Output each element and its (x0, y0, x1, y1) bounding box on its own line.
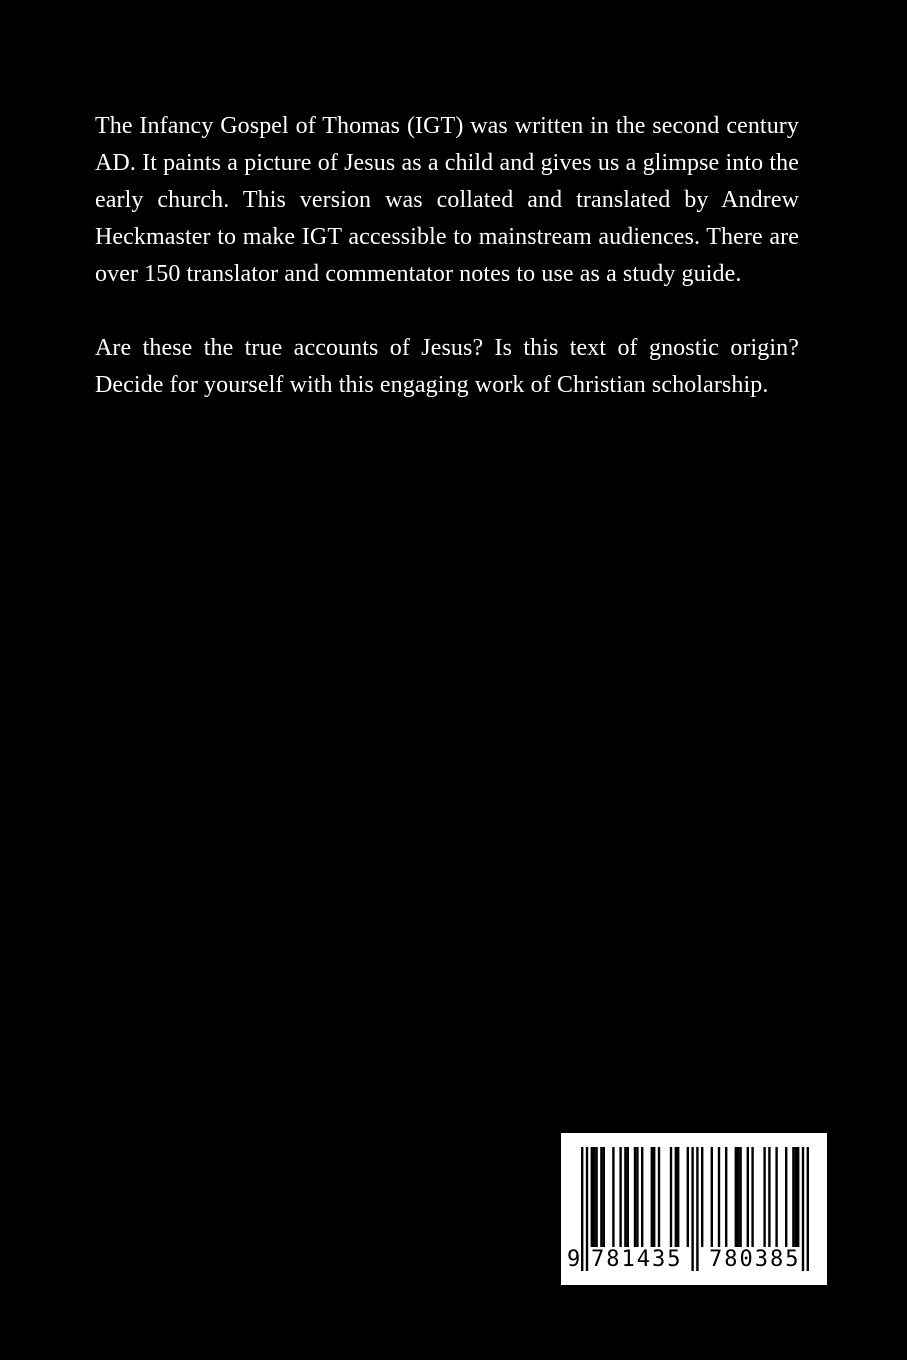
back-cover-blurb (95, 108, 799, 404)
barcode-right-digits: 780385 (709, 1247, 801, 1272)
barcode-bar-31 (751, 1147, 753, 1247)
barcode-bar-10 (627, 1147, 629, 1247)
barcode-bar-30 (747, 1147, 749, 1247)
barcode-bar-23 (701, 1147, 703, 1247)
barcode-bar-13 (641, 1147, 643, 1247)
barcode-bar-32 (763, 1147, 765, 1247)
barcode-bar-8 (619, 1147, 621, 1247)
barcode-bar-16 (658, 1147, 660, 1247)
barcode-bar-37 (795, 1147, 797, 1247)
barcode-bar-17 (670, 1147, 672, 1247)
barcode-bar-19 (677, 1147, 679, 1247)
barcode-bar-26 (725, 1147, 727, 1247)
barcode-bar-5 (600, 1147, 602, 1247)
barcode-bar-4 (595, 1147, 597, 1247)
barcode-bar-29 (739, 1147, 741, 1247)
barcode-bar-33 (768, 1147, 770, 1247)
barcode-bar-15 (653, 1147, 655, 1247)
barcode-bar-28 (737, 1147, 739, 1247)
barcode-bar-38 (797, 1147, 799, 1247)
barcode-bar-9 (624, 1147, 626, 1247)
barcode-bar-7 (612, 1147, 614, 1247)
barcode-bar-36 (792, 1147, 794, 1247)
blurb-paragraph-2: Are these the true accounts of Jesus? Is this text of gnostic origin? Decide for yourself with this engaging work of Christian scholarship. (95, 335, 799, 398)
blurb-paragraph-1: The Infancy Gospel of Thomas (IGT) was written in the second century AD. It paints a picture of Jesus as a child and gives us a glimpse into the early church. This version was collated and translated by Andrew Heckmaster to make IGT accessible to mainstream audiences. There are over 150 translator and commentator notes to use as a study guide. (95, 113, 799, 287)
barcode-bar-25 (718, 1147, 720, 1247)
barcode-bar-18 (675, 1147, 677, 1247)
barcode-bar-34 (775, 1147, 777, 1247)
barcode-left-digits: 781435 (591, 1247, 683, 1272)
barcode-bar-2 (591, 1147, 593, 1247)
barcode-bar-11 (634, 1147, 636, 1247)
barcode-bar-24 (711, 1147, 713, 1247)
barcode-lead-digit: 9 (567, 1247, 583, 1272)
barcode-bar-3 (593, 1147, 595, 1247)
isbn-barcode (561, 1133, 827, 1285)
barcode-bar-27 (735, 1147, 737, 1247)
barcode-bar-35 (785, 1147, 787, 1247)
barcode-bar-20 (687, 1147, 689, 1247)
barcode-bar-6 (603, 1147, 605, 1247)
barcode-bar-12 (636, 1147, 638, 1247)
barcode-digits (561, 1247, 827, 1277)
barcode-bar-14 (651, 1147, 653, 1247)
